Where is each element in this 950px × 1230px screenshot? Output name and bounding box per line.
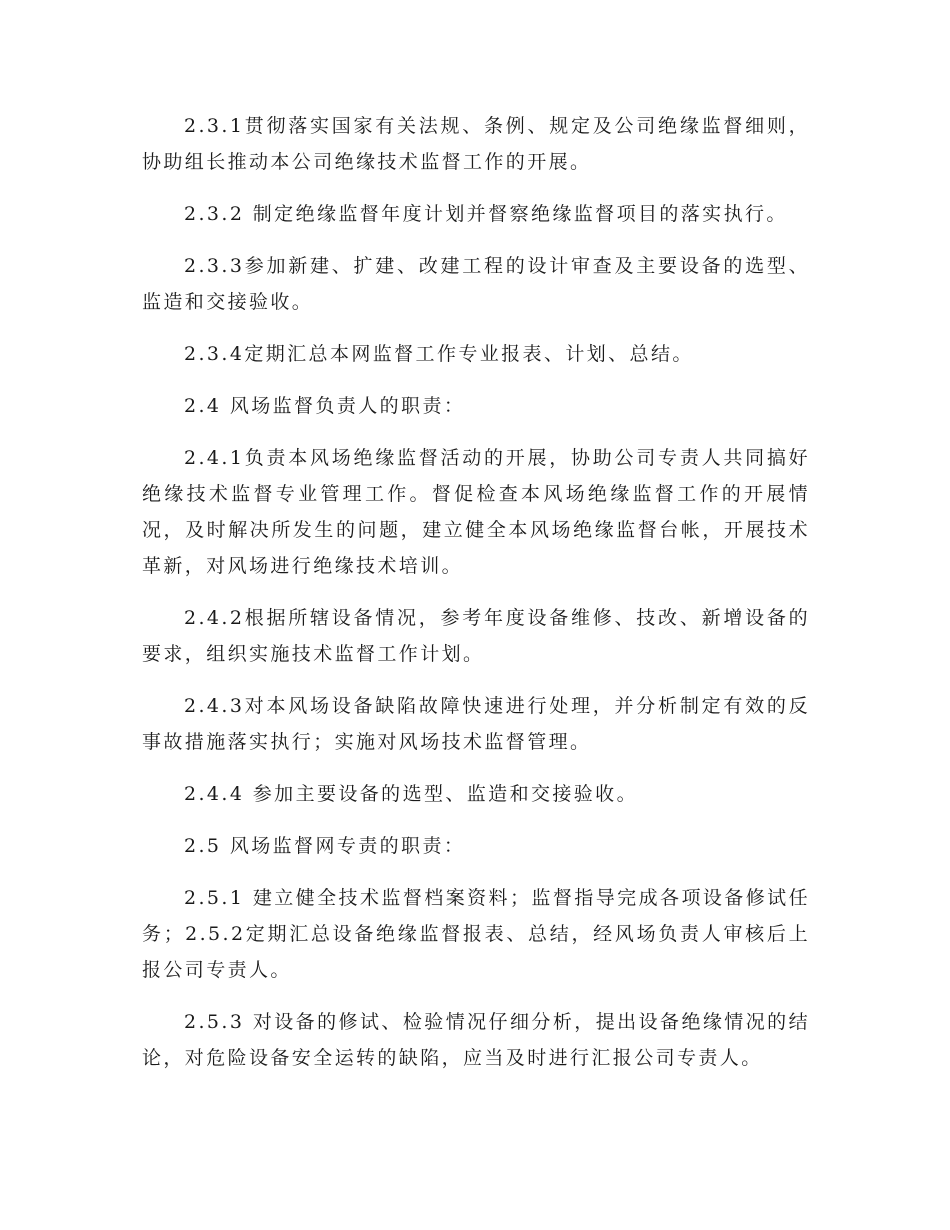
paragraph-2-4-4: 2.4.4 参加主要设备的选型、监造和交接验收。 [184, 783, 638, 805]
section-heading-2-4: 2.4 风场监督负责人的职责： [184, 395, 466, 417]
document-body [142, 108, 810, 1092]
paragraph-2-4-2: 2.4.2根据所辖设备情况，参考年度设备维修、技改、新增设备的要求，组织实施技术监督工作计划。 [142, 607, 810, 665]
paragraph-2-5-3: 2.5.3 对设备的修试、检验情况仔细分析，提出设备绝缘情况的结论，对危险设备安全运转的缺陷，应当及时进行汇报公司专责人。 [142, 1011, 810, 1069]
paragraph-2-3-4: 2.3.4定期汇总本网监督工作专业报表、计划、总结。 [184, 343, 694, 365]
paragraph-2-3-2: 2.3.2 制定绝缘监督年度计划并督察绝缘监督项目的落实执行。 [184, 203, 788, 225]
paragraph-2-3-1: 2.3.1贯彻落实国家有关法规、条例、规定及公司绝缘监督细则，协助组长推动本公司绝缘技术监督工作的开展。 [142, 115, 810, 173]
paragraph-2-5-1: 2.5.1 建立健全技术监督档案资料；监督指导完成各项设备修试任务；2.5.2定期汇总设备绝缘监督报表、总结，经风场负责人审核后上报公司专责人。 [142, 887, 810, 981]
paragraph-2-4-1: 2.4.1负责本风场绝缘监督活动的开展，协助公司专责人共同搞好绝缘技术监督专业管理工作。督促检查本风场绝缘监督工作的开展情况，及时解决所发生的问题，建立健全本风场绝缘监督台帐，开展技术革新，对风场进行绝缘技术培训。 [142, 447, 810, 577]
section-heading-2-5: 2.5 风场监督网专责的职责： [184, 835, 466, 857]
paragraph-2-4-3: 2.4.3对本风场设备缺陷故障快速进行处理，并分析制定有效的反事故措施落实执行；实施对风场技术监督管理。 [142, 695, 810, 753]
paragraph-2-3-3: 2.3.3参加新建、扩建、改建工程的设计审查及主要设备的选型、监造和交接验收。 [142, 255, 810, 313]
